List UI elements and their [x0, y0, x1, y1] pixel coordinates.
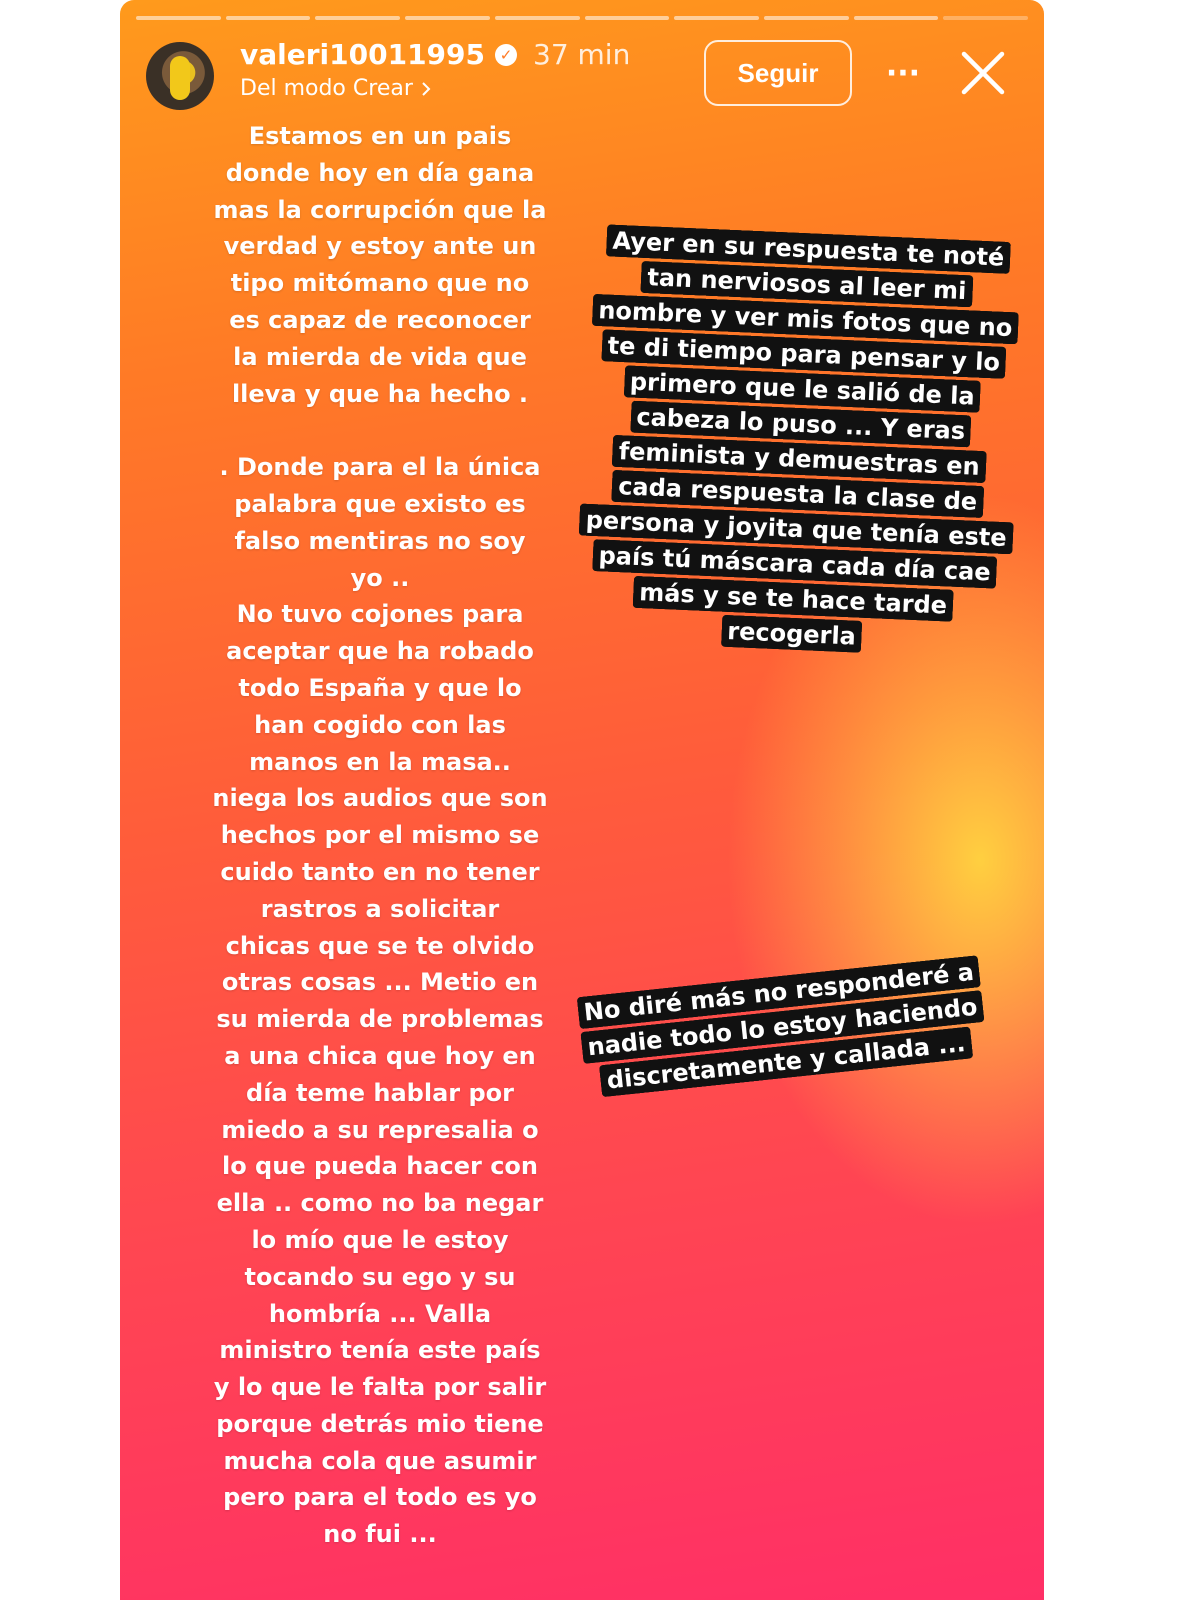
- story-viewer[interactable]: [120, 0, 1044, 1600]
- progress-segment: [674, 16, 759, 20]
- post-time: 37 min: [533, 38, 631, 71]
- username[interactable]: valeri10011995: [240, 38, 485, 71]
- username-row[interactable]: [240, 38, 630, 71]
- close-icon[interactable]: [956, 46, 1010, 100]
- progress-segment: [854, 16, 939, 20]
- chevron-right-icon: [421, 81, 431, 97]
- progress-segment: [405, 16, 490, 20]
- create-mode-label: Del modo Crear: [240, 76, 413, 101]
- progress-segment: [764, 16, 849, 20]
- progress-segment: [585, 16, 670, 20]
- progress-segment: [315, 16, 400, 20]
- progress-segment-current: [943, 16, 1028, 20]
- progress-segment: [226, 16, 311, 20]
- follow-button[interactable]: Seguir: [704, 40, 852, 106]
- avatar[interactable]: [146, 42, 214, 110]
- story-progress-bar: [136, 16, 1028, 20]
- create-mode-link[interactable]: [240, 76, 431, 101]
- progress-segment: [136, 16, 221, 20]
- text-sticker-2: No diré más no responderé a nadie todo lo estoy haciendo discretamente y callada ...: [556, 952, 1010, 1103]
- text-sticker-1: Ayer en su respuesta te noté tan nerviosos al leer mi nombre y ver mis fotos que no te di tiempo para pensar y lo primero que le salió de la cabeza lo puso ... Y eras feminista y demuestras en cada respuesta la clase de persona y joyita que tenía este país tú máscara cada día cae más y se te hace tarde recogerla: [566, 222, 1034, 661]
- more-options-icon[interactable]: ···: [885, 55, 921, 91]
- verified-badge-icon: ✓: [495, 44, 517, 66]
- story-text: Estamos en un pais donde hoy en día gana mas la corrupción que la verdad y estoy ante un tipo mitómano que no es capaz de reconocer la mierda de vida que lleva y que ha hecho . . Donde para el la única palabra que existo es falso mentiras no soy yo .. No tuvo cojones para aceptar que ha robado todo España y que lo han cogido con las manos en la masa.. niega los audios que son hechos por el mismo se cuido tanto en no tener rastros a solicitar chicas que se te olvido otras cosas ... Metio en su mierda de problemas a una chica que hoy en día teme hablar por miedo a su represalia o lo que pueda hacer con ella .. como no ba negar lo mío que le estoy tocando su ego y su hombría ... Valla ministro tenía este país y lo que le falta por salir porque detrás mio tiene mucha cola que asumir pero para el todo es yo no fui ...: [212, 122, 548, 1549]
- progress-segment: [495, 16, 580, 20]
